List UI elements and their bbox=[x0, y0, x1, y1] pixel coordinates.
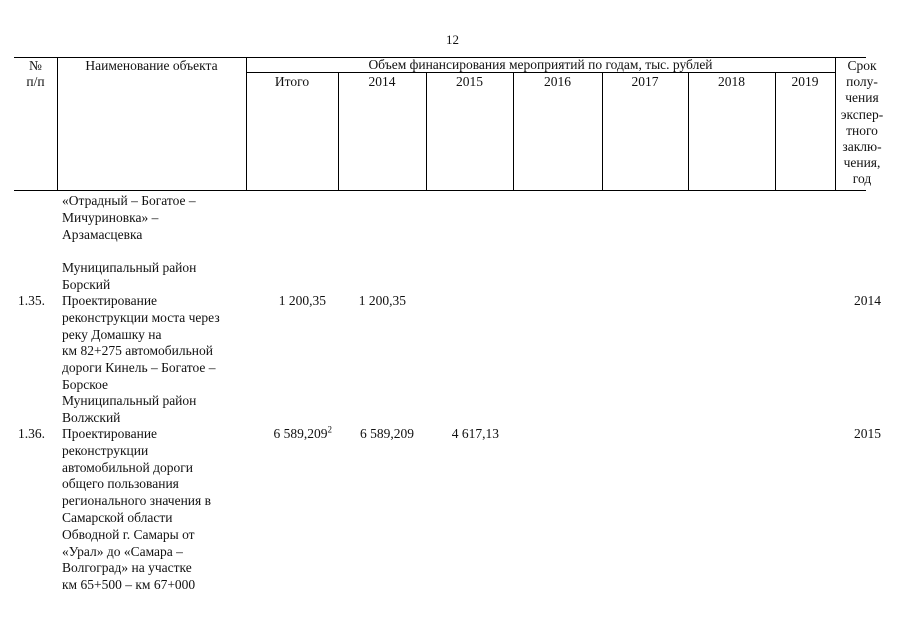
row-number: 1.36. bbox=[18, 426, 45, 441]
row-total bbox=[246, 426, 332, 443]
header-total: Итого bbox=[274, 74, 310, 89]
row-number: 1.35. bbox=[18, 293, 45, 308]
header-group-title: Объем финансирования мероприятий по годам, тыс. рублей bbox=[368, 57, 713, 72]
row-2014: 6 589,209 bbox=[360, 426, 414, 441]
row-term: 2014 bbox=[854, 293, 881, 308]
header-year-2014: 2014 bbox=[368, 74, 396, 89]
header-year-2018: 2018 bbox=[718, 74, 745, 89]
header-no: № п/п bbox=[26, 58, 45, 89]
row-total-value: 1 200,35 bbox=[278, 293, 326, 308]
row-term: 2015 bbox=[854, 426, 881, 441]
row-2015: 4 617,13 bbox=[451, 426, 499, 441]
row-total-value: 6 589,209 bbox=[273, 426, 328, 441]
header-col-divider bbox=[57, 57, 58, 190]
continuation-name: «Отрадный – Богатое – Мичуриновка» – Арзамасцевка bbox=[62, 193, 196, 242]
row-total-note: 2 bbox=[327, 424, 332, 435]
row-district: Муниципальный район Борский bbox=[62, 260, 197, 292]
row-2014: 1 200,35 bbox=[358, 293, 406, 308]
header-name: Наименование объекта bbox=[85, 58, 218, 73]
header-year-2015: 2015 bbox=[456, 74, 483, 89]
row-name: Проектирование реконструкции моста через реку Домашку на км 82+275 автомобильной дороги Кинель – Богатое – Борское bbox=[62, 293, 220, 392]
row-total bbox=[246, 293, 326, 310]
header-year-2017: 2017 bbox=[631, 74, 659, 89]
row-district: Муниципальный район Волжский bbox=[62, 393, 197, 425]
header-year-2019: 2019 bbox=[791, 74, 819, 89]
header-term: Срок полу- чения экспер- тного заклю- чения, год bbox=[840, 58, 884, 187]
header-year-2016: 2016 bbox=[544, 74, 571, 89]
header-bottom-border bbox=[14, 190, 866, 191]
page-number: 12 bbox=[446, 32, 459, 47]
row-name: Проектирование реконструкции автомобильной дороги общего пользования регионального значения в Самарской области Обводной г. Самары от «Урал» до «Самара – Волгоград» на участке км 65+500 – км 67+000 bbox=[62, 426, 211, 593]
